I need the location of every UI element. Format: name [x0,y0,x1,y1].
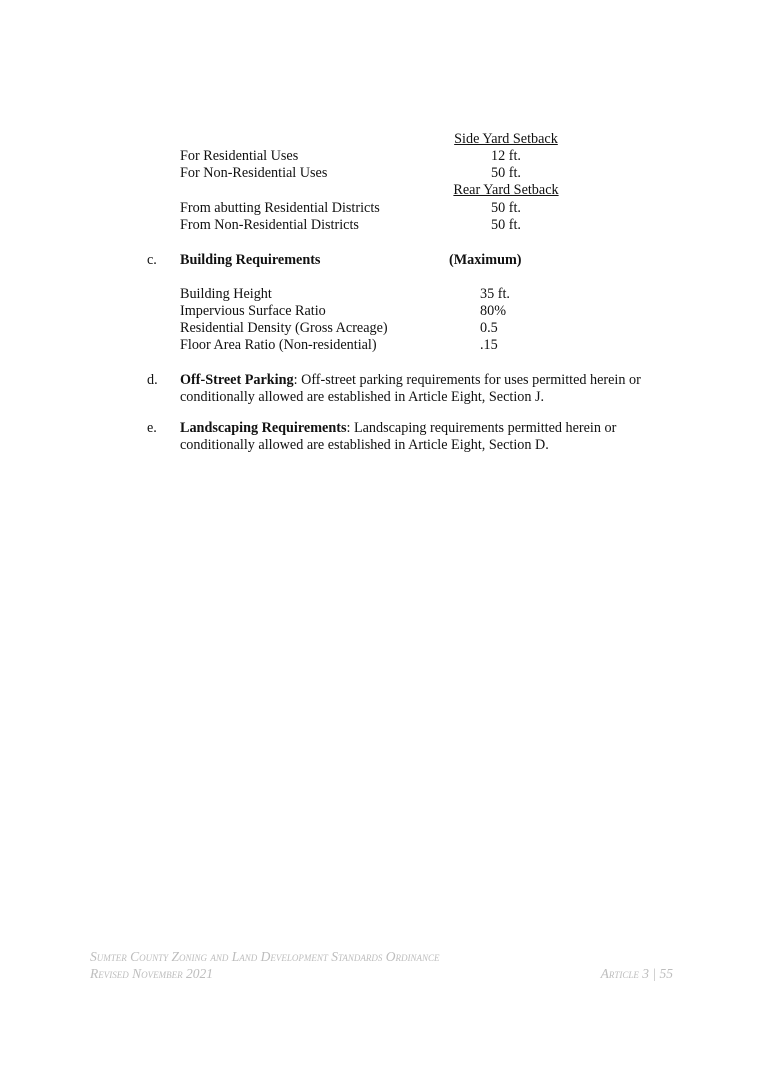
setback-label: From abutting Residential Districts [180,200,380,216]
off-street-parking-text: : Off-street parking requirements for uses permitted herein or conditionally allowed are established in Article Eight, Section J. [180,372,641,405]
landscaping-heading: Landscaping Requirements [180,420,347,436]
requirement-label: Residential Density (Gross Acreage) [180,320,388,336]
off-street-parking-paragraph [180,372,680,406]
off-street-parking-heading: Off-Street Parking [180,372,294,388]
section-marker-c: c. [147,252,157,268]
building-requirements-heading: Building Requirements [180,252,321,268]
requirement-value: 80% [480,303,507,319]
requirement-value: 0.5 [480,320,498,336]
setback-label: For Residential Uses [180,148,299,164]
requirement-label: Impervious Surface Ratio [180,303,326,319]
side-yard-setback-header: Side Yard Setback [454,131,558,147]
requirement-label: Floor Area Ratio (Non-residential) [180,337,377,353]
setback-value: 50 ft. [491,200,521,216]
landscaping-paragraph [180,420,660,454]
setback-label: From Non-Residential Districts [180,217,359,233]
setback-label: For Non-Residential Uses [180,165,328,181]
section-marker-e: e. [147,420,157,436]
footer-document-title: Sumter County Zoning and Land Development Standards Ordinance [90,949,440,964]
requirement-label: Building Height [180,286,272,302]
footer-revised-date: Revised November 2021 [90,966,213,981]
rear-yard-setback-header: Rear Yard Setback [453,182,559,198]
footer-page-number: Article 3 | 55 [600,966,673,981]
building-requirements-qualifier: (Maximum) [449,252,522,268]
requirement-value: .15 [480,337,498,353]
section-marker-d: d. [147,372,158,388]
landscaping-text: : Landscaping requirements permitted herein or conditionally allowed are established in Article Eight, Section D. [180,420,617,453]
setback-value: 50 ft. [491,217,521,233]
requirement-value: 35 ft. [480,286,510,302]
setback-value: 50 ft. [491,165,521,181]
setback-value: 12 ft. [491,148,521,164]
